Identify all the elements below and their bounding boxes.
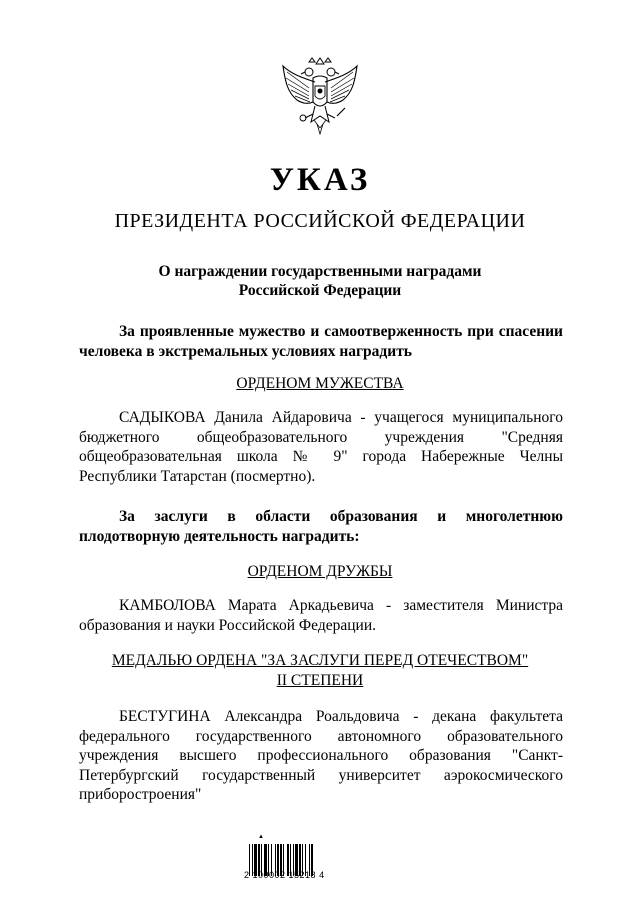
document-title: УКАЗ xyxy=(269,162,371,198)
heading-line-2: Российской Федерации xyxy=(238,282,402,299)
section-3-recipient: БЕСТУГИНА Александра Роальдовича - декана факультета федерального государственного автономного образовательного учреждения высшего профессионального образования "Санкт-Петербургский государственный университет аэрокосмического приборостроения" xyxy=(79,708,563,803)
section-1-award: ОРДЕНОМ МУЖЕСТВА xyxy=(236,375,404,392)
section-3-award xyxy=(0,651,640,690)
section-2-award: ОРДЕНОМ ДРУЖБЫ xyxy=(247,563,393,580)
section-3-award-line-2: II СТЕПЕНИ xyxy=(276,671,364,689)
section-3-award-line-1: МЕДАЛЬЮ ОРДЕНА "ЗА ЗАСЛУГИ ПЕРЕД ОТЕЧЕСТВОМ" xyxy=(111,652,529,669)
section-1-intro: За проявленные мужество и самоотверженность при спасении человека в экстремальных условиях наградить xyxy=(79,323,563,360)
barcode-number: 2 100002 15218 4 xyxy=(244,870,325,880)
section-1-recipient: САДЫКОВА Данила Айдаровича - учащегося муниципального бюджетного общеобразовательного учреждения "Средняя общеобразовательная школа № 9" города Набережные Челны Республики Татарстан (посмертно). xyxy=(79,409,563,485)
document-heading xyxy=(0,262,640,300)
coat-of-arms-emblem-icon xyxy=(279,56,361,142)
section-2-recipient: КАМБОЛОВА Марата Аркадьевича - заместителя Министра образования и науки Российской Федерации. xyxy=(79,597,563,634)
document-subtitle: ПРЕЗИДЕНТА РОССИЙСКОЙ ФЕДЕРАЦИИ xyxy=(114,210,526,232)
barcode-mark-icon: ▲ xyxy=(258,834,264,840)
heading-line-1: О награждении государственными наградами xyxy=(158,263,482,280)
section-2-intro: За заслуги в области образования и многолетнюю плодотворную деятельность наградить: xyxy=(79,508,563,545)
